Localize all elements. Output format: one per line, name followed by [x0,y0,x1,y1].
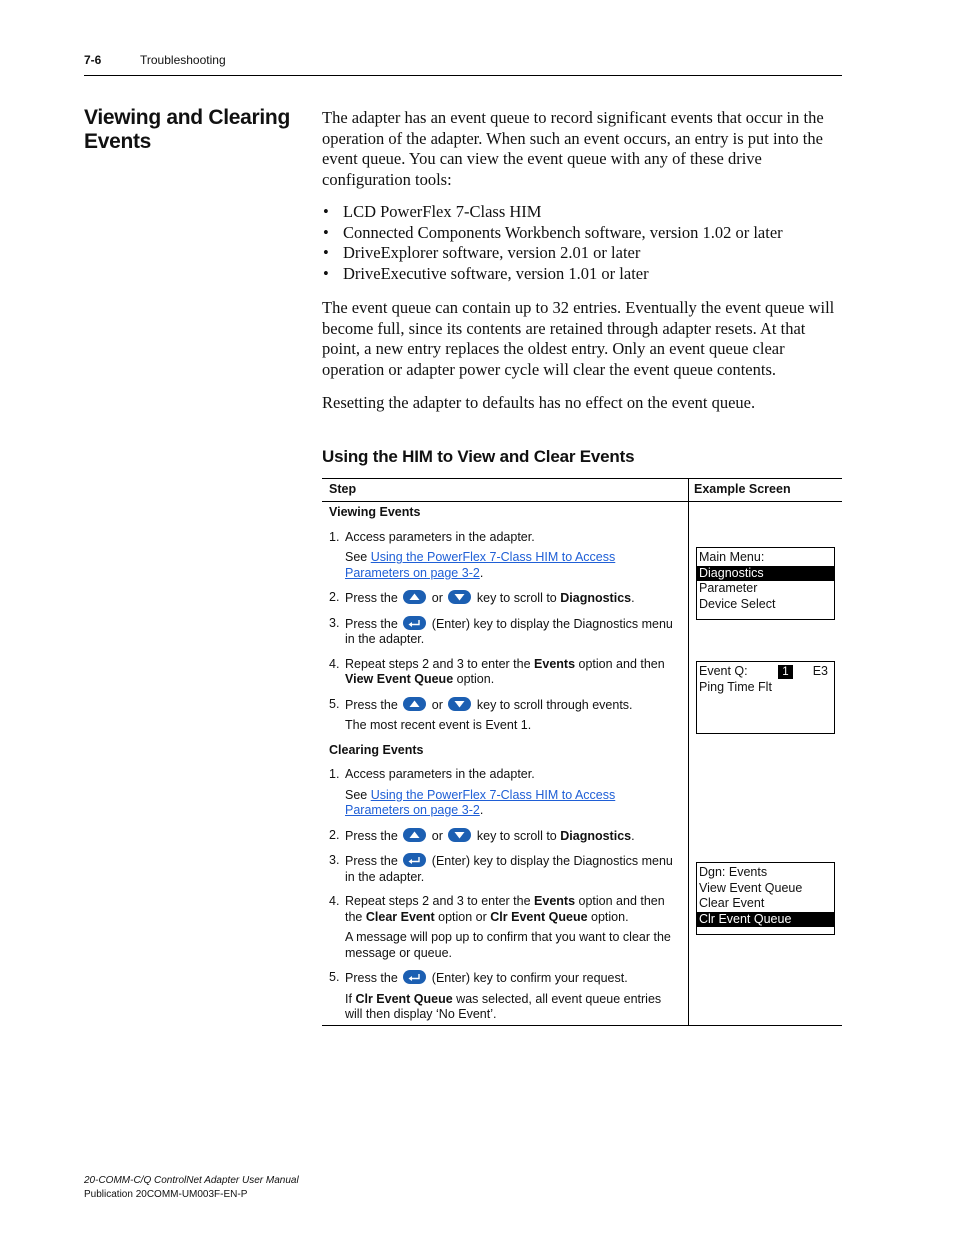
down-arrow-key-icon [448,828,471,842]
subheading: Using the HIM to View and Clear Events [322,447,635,466]
footer-manual-title: 20-COMM-C/Q ControlNet Adapter User Manual [84,1175,299,1186]
column-header-step: Step [329,482,357,496]
table-header-rule [322,501,842,502]
list-item: • DriveExplorer software, version 2.01 or later [322,243,847,264]
table-column-divider [688,478,689,1026]
list-item [329,828,681,845]
viewing-events-title: Viewing Events [329,505,421,519]
section-title: Viewing and Clearing Events [84,106,290,153]
step-number: 3. [329,853,340,867]
reset-paragraph: Resetting the adapter to defaults has no effect on the event queue. [322,393,756,412]
step-text: or [431,591,443,605]
up-arrow-key-icon [403,828,426,842]
step-text: . [479,803,484,817]
list-item: • Connected Components Workbench software, version 1.02 or later [322,223,847,244]
step-keyword: Clr Event Queue [490,909,588,924]
him-screen-dgn-events [696,862,835,935]
step-text: Press the [345,616,398,631]
step-number: 1. [329,767,340,781]
footer-publication: Publication 20COMM-UM003F-EN-P [84,1189,248,1200]
event-queue-label: Event Q: [699,664,748,678]
step-text: (Enter) key to confirm your request. [431,971,628,985]
step-keyword: Clr Event Queue [355,991,453,1006]
list-item [329,767,681,783]
list-item: • LCD PowerFlex 7-Class HIM [322,202,847,223]
intro-paragraph: The adapter has an event queue to record significant events that occur in the operation of the adapter. When such an event occurs, an entry is put into the event queue. You can view the event queue with any of these drive configuration tools: [322,108,824,189]
screen-line [697,664,834,680]
step-text: option and then the [345,894,665,924]
step-number: 5. [329,970,340,984]
step-text: Access parameters in the adapter. [345,767,535,781]
step-text: option and then [578,656,665,671]
step-number: 4. [329,894,340,908]
step-note [329,550,681,581]
enter-key-icon [403,616,426,630]
up-arrow-key-icon [403,697,426,711]
screen-line: Device Select [699,596,776,611]
step-text: . [631,591,635,605]
step-text: or [431,828,443,843]
step-keyword: Events [534,656,576,671]
step-keyword: View Event Queue [345,672,454,686]
screen-line: Clear Event [699,896,765,910]
list-item [329,970,681,987]
event-queue-paragraph: The event queue can contain up to 32 entries. Eventually the event queue will become full, since its contents are retained through adapter resets. At that point, a new entry replaces the oldest entry. Only an event queue clear operation or adapter power cycle will clear the event queue contents. [322,298,835,379]
tools-list [322,202,847,284]
table-top-rule [322,478,842,479]
step-text: key to scroll through events. [476,697,633,712]
screen-line: Dgn: Events [699,865,768,879]
up-arrow-key-icon [403,590,426,604]
step-text: Press the [345,971,398,985]
step-note: A message will pop up to confirm that you want to clear the message or queue. [345,930,671,960]
down-arrow-key-icon [448,697,471,711]
step-text: option or [438,909,487,924]
step-number: 5. [329,696,340,711]
list-item [329,530,681,546]
chapter-title: Troubleshooting [140,53,226,67]
screen-line-selected: Clr Event Queue [697,912,834,928]
step-number: 2. [329,827,340,842]
list-item [329,590,681,607]
list-item [329,616,681,648]
list-item: • DriveExecutive software, version 1.01 or later [322,264,847,285]
screen-line-selected: Diagnostics [697,566,834,582]
step-text: . [479,565,484,580]
see-text: See [345,550,368,564]
screen-line: Main Menu: [699,550,765,564]
header-rule [84,75,842,76]
him-screen-main-menu [696,547,835,620]
step-note [329,992,681,1023]
column-header-screen: Example Screen [694,482,791,496]
step-number: 4. [329,656,340,671]
list-item [329,894,681,925]
step-note: The most recent event is Event 1. [345,718,532,732]
step-number: 2. [329,590,340,604]
screen-line: Ping Time Flt [699,679,772,694]
step-text: option. [456,672,495,686]
page-number: 7-6 [84,53,102,67]
step-keyword: Diagnostics [560,591,632,605]
step-text: was selected, all event queue entries will then display ‘No Event’. [345,991,662,1021]
clearing-events-title: Clearing Events [329,742,424,757]
enter-key-icon [403,970,426,984]
step-text: key to scroll to [476,591,557,605]
step-note [329,788,681,819]
step-text: Press the [345,697,398,712]
step-text: Press the [345,828,398,843]
list-item [329,853,681,885]
step-text: Repeat steps 2 and 3 to enter the [345,894,531,908]
access-parameters-link[interactable]: Using the PowerFlex 7-Class HIM to Access Parameters on page 3-2 [345,787,616,817]
down-arrow-key-icon [448,590,471,604]
access-parameters-link[interactable]: Using the PowerFlex 7-Class HIM to Access Parameters on page 3-2 [345,550,616,580]
list-item [329,697,681,714]
him-screen-event-queue [696,661,835,734]
step-text: (Enter) key to display the Diagnostics menu in the adapter. [345,616,673,646]
step-text: Press the [345,591,398,605]
event-code: E3 [812,664,828,678]
step-keyword: Diagnostics [560,828,632,843]
see-text: See [345,787,368,802]
list-item [329,657,681,688]
step-text: (Enter) key to display the Diagnostics menu in the adapter. [345,854,673,884]
step-number: 3. [329,615,340,630]
event-number: 1 [778,665,793,679]
screen-line: Parameter [699,581,758,595]
screen-line: View Event Queue [699,880,803,895]
step-number: 1. [329,529,340,544]
him-steps-table [322,478,842,1026]
step-text: Repeat steps 2 and 3 to enter the [345,656,531,671]
step-keyword: Events [534,894,576,908]
step-text: If [345,991,352,1006]
step-text: key to scroll to [476,828,557,843]
steps-column [329,505,681,1032]
step-keyword: Clear Event [365,909,435,924]
step-text: option. [591,909,629,924]
step-text: . [631,828,635,843]
step-text: or [431,697,443,712]
enter-key-icon [403,853,426,867]
step-text: Press the [345,854,398,868]
step-text: Access parameters in the adapter. [345,529,535,544]
